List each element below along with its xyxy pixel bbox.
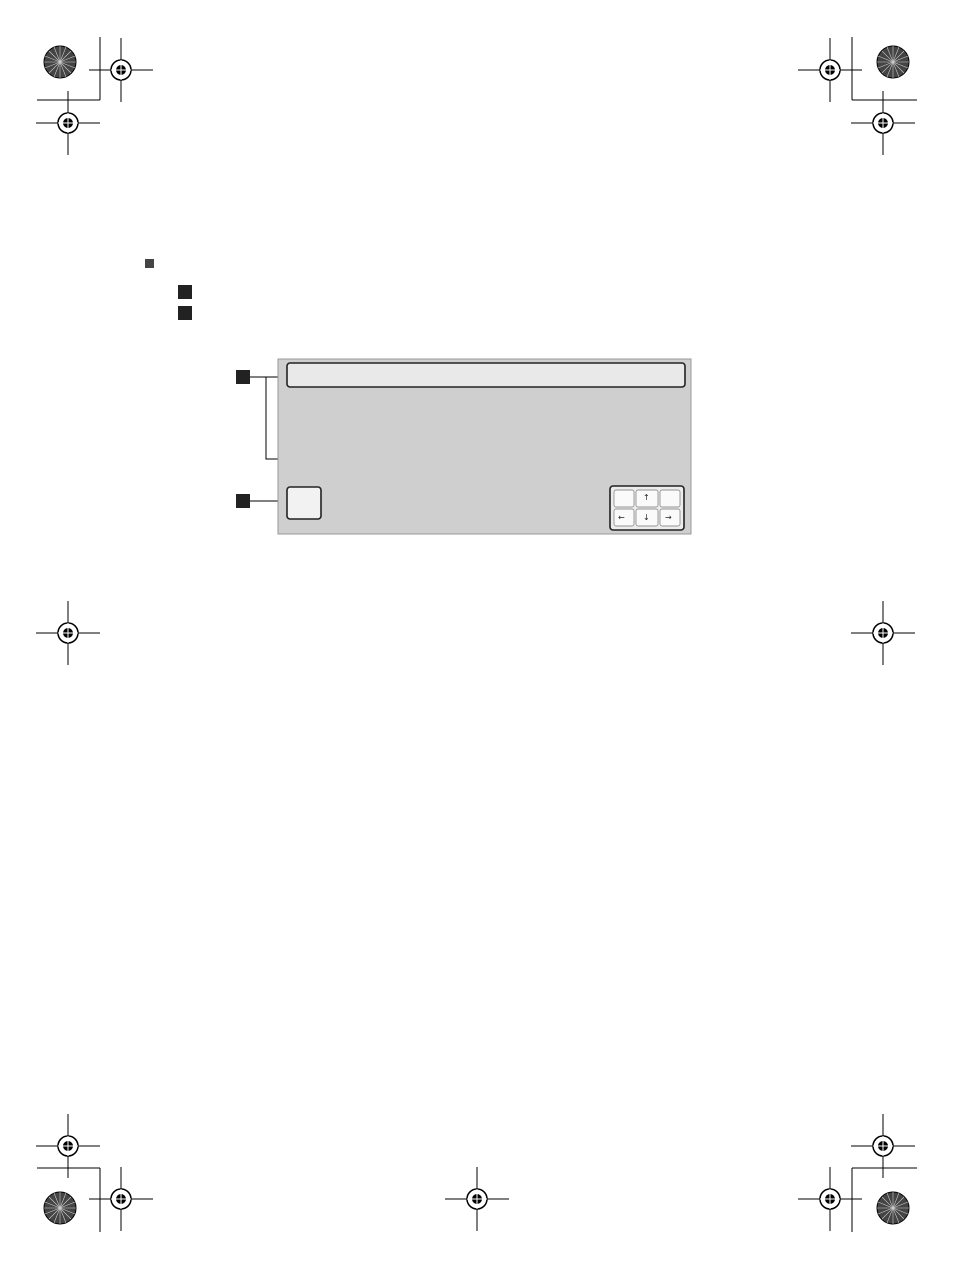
badge-1 bbox=[178, 285, 192, 299]
svg-text:→: → bbox=[665, 513, 672, 522]
fn-key bbox=[287, 487, 321, 519]
svg-text:↑: ↑ bbox=[643, 493, 650, 502]
intro-line-3 bbox=[178, 305, 788, 326]
intro-paragraph bbox=[178, 284, 788, 326]
intro-line-2 bbox=[178, 284, 788, 305]
svg-text:←: ← bbox=[618, 513, 625, 522]
svg-text:↓: ↓ bbox=[643, 513, 650, 522]
callout-badge-1 bbox=[236, 494, 250, 508]
square-bullet-icon bbox=[145, 259, 154, 268]
section-heading bbox=[145, 256, 177, 273]
badge-2 bbox=[178, 306, 192, 320]
keyboard-illustration bbox=[236, 358, 696, 538]
callout-badge-2 bbox=[236, 370, 250, 384]
